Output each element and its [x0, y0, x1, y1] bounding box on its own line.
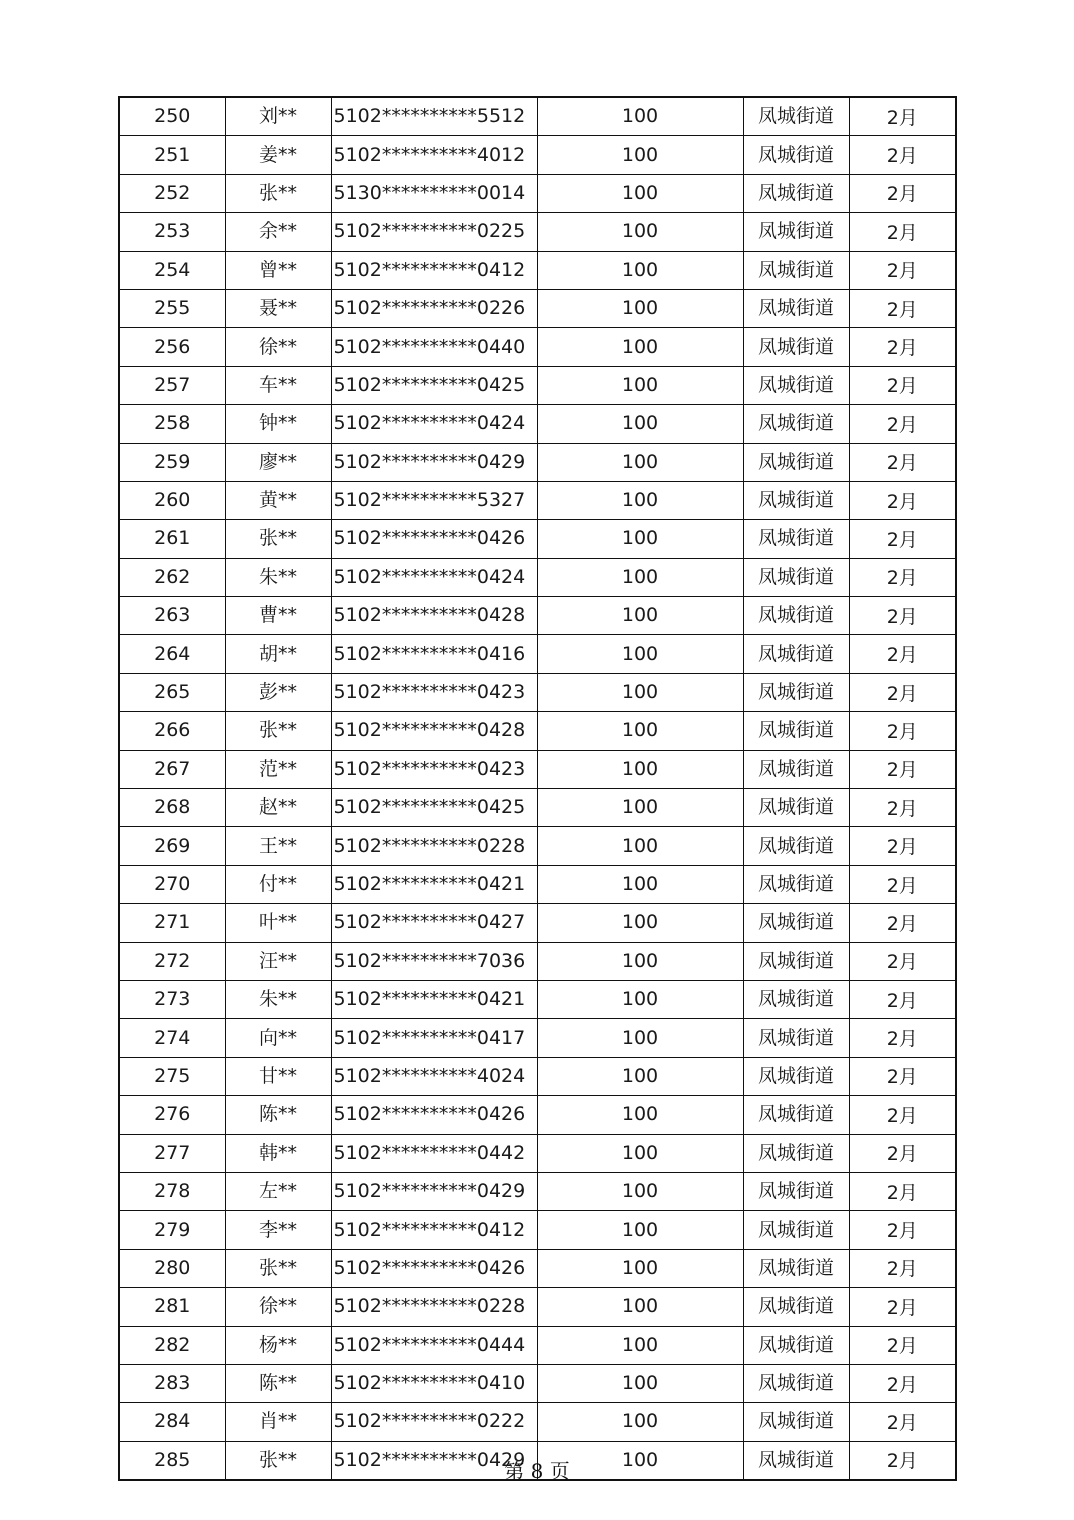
table-row	[119, 1172, 956, 1210]
area-cell: 凤城街道	[743, 1326, 849, 1364]
amount-cell: 100	[537, 1288, 743, 1326]
amount-cell: 100	[537, 251, 743, 289]
area-cell: 凤城街道	[743, 865, 849, 903]
row-number-cell: 252	[119, 174, 225, 212]
amount-cell: 100	[537, 865, 743, 903]
area-cell: 凤城街道	[743, 558, 849, 596]
month-cell: 2月	[849, 1403, 956, 1441]
row-number-cell: 271	[119, 904, 225, 942]
row-number-cell: 254	[119, 251, 225, 289]
area-cell: 凤城街道	[743, 1057, 849, 1095]
id-number-cell: 5102**********0444	[331, 1326, 537, 1364]
id-number-cell: 5102**********0410	[331, 1364, 537, 1402]
table-row	[119, 251, 956, 289]
table-row	[119, 1288, 956, 1326]
month-cell: 2月	[849, 942, 956, 980]
row-number-cell: 265	[119, 673, 225, 711]
name-cell: 李**	[225, 1211, 331, 1249]
id-number-cell: 5102**********0429	[331, 1441, 537, 1480]
area-cell: 凤城街道	[743, 827, 849, 865]
amount-cell: 100	[537, 520, 743, 558]
amount-cell: 100	[537, 289, 743, 327]
table-row	[119, 942, 956, 980]
amount-cell: 100	[537, 712, 743, 750]
area-cell: 凤城街道	[743, 97, 849, 136]
month-cell: 2月	[849, 1211, 956, 1249]
id-number-cell: 5102**********0226	[331, 289, 537, 327]
name-cell: 廖**	[225, 443, 331, 481]
area-cell: 凤城街道	[743, 1249, 849, 1287]
amount-cell: 100	[537, 366, 743, 404]
row-number-cell: 282	[119, 1326, 225, 1364]
name-cell: 甘**	[225, 1057, 331, 1095]
id-number-cell: 5102**********5327	[331, 481, 537, 519]
row-number-cell: 253	[119, 213, 225, 251]
month-cell: 2月	[849, 635, 956, 673]
id-number-cell: 5102**********0425	[331, 366, 537, 404]
row-number-cell: 262	[119, 558, 225, 596]
row-number-cell: 279	[119, 1211, 225, 1249]
name-cell: 徐**	[225, 1288, 331, 1326]
table-row	[119, 213, 956, 251]
area-cell: 凤城街道	[743, 1096, 849, 1134]
name-cell: 张**	[225, 520, 331, 558]
table-row	[119, 1326, 956, 1364]
table-row	[119, 405, 956, 443]
month-cell: 2月	[849, 597, 956, 635]
month-cell: 2月	[849, 366, 956, 404]
id-number-cell: 5102**********0426	[331, 1249, 537, 1287]
month-cell: 2月	[849, 673, 956, 711]
month-cell: 2月	[849, 136, 956, 174]
page-number: 第 8 页	[504, 1459, 570, 1483]
month-cell: 2月	[849, 712, 956, 750]
name-cell: 朱**	[225, 558, 331, 596]
area-cell: 凤城街道	[743, 366, 849, 404]
amount-cell: 100	[537, 443, 743, 481]
table-body	[119, 97, 956, 1480]
id-number-cell: 5102**********0428	[331, 597, 537, 635]
id-number-cell: 5102**********0426	[331, 1096, 537, 1134]
month-cell: 2月	[849, 1172, 956, 1210]
area-cell: 凤城街道	[743, 1364, 849, 1402]
month-cell: 2月	[849, 1134, 956, 1172]
amount-cell: 100	[537, 213, 743, 251]
table-row	[119, 1057, 956, 1095]
row-number-cell: 276	[119, 1096, 225, 1134]
month-cell: 2月	[849, 789, 956, 827]
id-number-cell: 5102**********0429	[331, 443, 537, 481]
month-cell: 2月	[849, 328, 956, 366]
id-number-cell: 5102**********7036	[331, 942, 537, 980]
month-cell: 2月	[849, 1057, 956, 1095]
table-row	[119, 1019, 956, 1057]
name-cell: 韩**	[225, 1134, 331, 1172]
amount-cell: 100	[537, 1441, 743, 1480]
amount-cell: 100	[537, 1019, 743, 1057]
amount-cell: 100	[537, 750, 743, 788]
name-cell: 姜**	[225, 136, 331, 174]
table-row	[119, 750, 956, 788]
month-cell: 2月	[849, 558, 956, 596]
row-number-cell: 277	[119, 1134, 225, 1172]
area-cell: 凤城街道	[743, 481, 849, 519]
row-number-cell: 278	[119, 1172, 225, 1210]
month-cell: 2月	[849, 1364, 956, 1402]
row-number-cell: 251	[119, 136, 225, 174]
id-number-cell: 5102**********0429	[331, 1172, 537, 1210]
table-row	[119, 174, 956, 212]
amount-cell: 100	[537, 904, 743, 942]
row-number-cell: 267	[119, 750, 225, 788]
area-cell: 凤城街道	[743, 405, 849, 443]
id-number-cell: 5102**********0225	[331, 213, 537, 251]
name-cell: 王**	[225, 827, 331, 865]
amount-cell: 100	[537, 827, 743, 865]
recipient-table	[118, 96, 957, 1481]
amount-cell: 100	[537, 174, 743, 212]
table-row	[119, 980, 956, 1018]
row-number-cell: 281	[119, 1288, 225, 1326]
id-number-cell: 5102**********0412	[331, 251, 537, 289]
id-number-cell: 5102**********4012	[331, 136, 537, 174]
name-cell: 徐**	[225, 328, 331, 366]
name-cell: 胡**	[225, 635, 331, 673]
area-cell: 凤城街道	[743, 213, 849, 251]
area-cell: 凤城街道	[743, 328, 849, 366]
month-cell: 2月	[849, 980, 956, 1018]
area-cell: 凤城街道	[743, 980, 849, 1018]
amount-cell: 100	[537, 558, 743, 596]
row-number-cell: 263	[119, 597, 225, 635]
area-cell: 凤城街道	[743, 289, 849, 327]
name-cell: 钟**	[225, 405, 331, 443]
id-number-cell: 5102**********0423	[331, 750, 537, 788]
id-number-cell: 5102**********0222	[331, 1403, 537, 1441]
table-row	[119, 520, 956, 558]
month-cell: 2月	[849, 1441, 956, 1480]
area-cell: 凤城街道	[743, 597, 849, 635]
month-cell: 2月	[849, 481, 956, 519]
id-number-cell: 5102**********5512	[331, 97, 537, 136]
id-number-cell: 5102**********0421	[331, 980, 537, 1018]
name-cell: 左**	[225, 1172, 331, 1210]
month-cell: 2月	[849, 174, 956, 212]
amount-cell: 100	[537, 1057, 743, 1095]
name-cell: 张**	[225, 174, 331, 212]
area-cell: 凤城街道	[743, 1403, 849, 1441]
table-row	[119, 1134, 956, 1172]
month-cell: 2月	[849, 1096, 956, 1134]
name-cell: 叶**	[225, 904, 331, 942]
month-cell: 2月	[849, 1249, 956, 1287]
month-cell: 2月	[849, 865, 956, 903]
amount-cell: 100	[537, 1403, 743, 1441]
row-number-cell: 273	[119, 980, 225, 1018]
id-number-cell: 5102**********0228	[331, 827, 537, 865]
name-cell: 杨**	[225, 1326, 331, 1364]
row-number-cell: 250	[119, 97, 225, 136]
name-cell: 曹**	[225, 597, 331, 635]
table-row	[119, 558, 956, 596]
name-cell: 向**	[225, 1019, 331, 1057]
id-number-cell: 5102**********0421	[331, 865, 537, 903]
month-cell: 2月	[849, 289, 956, 327]
row-number-cell: 268	[119, 789, 225, 827]
row-number-cell: 284	[119, 1403, 225, 1441]
id-number-cell: 5102**********0416	[331, 635, 537, 673]
name-cell: 汪**	[225, 942, 331, 980]
id-number-cell: 5102**********4024	[331, 1057, 537, 1095]
name-cell: 曾**	[225, 251, 331, 289]
name-cell: 聂**	[225, 289, 331, 327]
area-cell: 凤城街道	[743, 443, 849, 481]
area-cell: 凤城街道	[743, 174, 849, 212]
area-cell: 凤城街道	[743, 942, 849, 980]
area-cell: 凤城街道	[743, 750, 849, 788]
month-cell: 2月	[849, 750, 956, 788]
month-cell: 2月	[849, 1326, 956, 1364]
table-row	[119, 789, 956, 827]
id-number-cell: 5102**********0228	[331, 1288, 537, 1326]
area-cell: 凤城街道	[743, 1019, 849, 1057]
month-cell: 2月	[849, 520, 956, 558]
amount-cell: 100	[537, 405, 743, 443]
table-row	[119, 1211, 956, 1249]
amount-cell: 100	[537, 1172, 743, 1210]
name-cell: 肖**	[225, 1403, 331, 1441]
table-row	[119, 1096, 956, 1134]
amount-cell: 100	[537, 1249, 743, 1287]
row-number-cell: 255	[119, 289, 225, 327]
area-cell: 凤城街道	[743, 635, 849, 673]
id-number-cell: 5102**********0440	[331, 328, 537, 366]
area-cell: 凤城街道	[743, 1211, 849, 1249]
area-cell: 凤城街道	[743, 520, 849, 558]
table-row	[119, 597, 956, 635]
table-row	[119, 136, 956, 174]
amount-cell: 100	[537, 942, 743, 980]
row-number-cell: 280	[119, 1249, 225, 1287]
area-cell: 凤城街道	[743, 1441, 849, 1480]
amount-cell: 100	[537, 328, 743, 366]
area-cell: 凤城街道	[743, 673, 849, 711]
name-cell: 车**	[225, 366, 331, 404]
amount-cell: 100	[537, 136, 743, 174]
row-number-cell: 258	[119, 405, 225, 443]
row-number-cell: 256	[119, 328, 225, 366]
month-cell: 2月	[849, 904, 956, 942]
table-row	[119, 1403, 956, 1441]
amount-cell: 100	[537, 673, 743, 711]
amount-cell: 100	[537, 1211, 743, 1249]
amount-cell: 100	[537, 481, 743, 519]
table-row	[119, 366, 956, 404]
id-number-cell: 5102**********0442	[331, 1134, 537, 1172]
row-number-cell: 283	[119, 1364, 225, 1402]
table-row	[119, 673, 956, 711]
area-cell: 凤城街道	[743, 251, 849, 289]
amount-cell: 100	[537, 635, 743, 673]
name-cell: 陈**	[225, 1096, 331, 1134]
name-cell: 张**	[225, 1249, 331, 1287]
row-number-cell: 269	[119, 827, 225, 865]
row-number-cell: 260	[119, 481, 225, 519]
row-number-cell: 264	[119, 635, 225, 673]
table-row	[119, 443, 956, 481]
row-number-cell: 257	[119, 366, 225, 404]
name-cell: 黄**	[225, 481, 331, 519]
name-cell: 彭**	[225, 673, 331, 711]
amount-cell: 100	[537, 789, 743, 827]
id-number-cell: 5102**********0424	[331, 405, 537, 443]
table-row	[119, 712, 956, 750]
table-row	[119, 904, 956, 942]
row-number-cell: 285	[119, 1441, 225, 1480]
area-cell: 凤城街道	[743, 712, 849, 750]
area-cell: 凤城街道	[743, 789, 849, 827]
amount-cell: 100	[537, 97, 743, 136]
name-cell: 陈**	[225, 1364, 331, 1402]
row-number-cell: 270	[119, 865, 225, 903]
name-cell: 张**	[225, 1441, 331, 1480]
table-row	[119, 97, 956, 136]
id-number-cell: 5102**********0423	[331, 673, 537, 711]
area-cell: 凤城街道	[743, 1172, 849, 1210]
name-cell: 余**	[225, 213, 331, 251]
id-number-cell: 5102**********0424	[331, 558, 537, 596]
table-row	[119, 635, 956, 673]
name-cell: 付**	[225, 865, 331, 903]
amount-cell: 100	[537, 1134, 743, 1172]
table-row	[119, 1249, 956, 1287]
area-cell: 凤城街道	[743, 1134, 849, 1172]
table-row	[119, 328, 956, 366]
month-cell: 2月	[849, 405, 956, 443]
amount-cell: 100	[537, 1096, 743, 1134]
table-row	[119, 827, 956, 865]
id-number-cell: 5102**********0428	[331, 712, 537, 750]
id-number-cell: 5102**********0417	[331, 1019, 537, 1057]
amount-cell: 100	[537, 1326, 743, 1364]
amount-cell: 100	[537, 597, 743, 635]
table-row	[119, 481, 956, 519]
id-number-cell: 5102**********0427	[331, 904, 537, 942]
month-cell: 2月	[849, 827, 956, 865]
month-cell: 2月	[849, 443, 956, 481]
amount-cell: 100	[537, 980, 743, 1018]
table-row	[119, 1364, 956, 1402]
month-cell: 2月	[849, 1019, 956, 1057]
month-cell: 2月	[849, 1288, 956, 1326]
row-number-cell: 272	[119, 942, 225, 980]
name-cell: 张**	[225, 712, 331, 750]
id-number-cell: 5102**********0412	[331, 1211, 537, 1249]
table-row	[119, 289, 956, 327]
table-row	[119, 865, 956, 903]
name-cell: 范**	[225, 750, 331, 788]
row-number-cell: 275	[119, 1057, 225, 1095]
id-number-cell: 5102**********0425	[331, 789, 537, 827]
month-cell: 2月	[849, 97, 956, 136]
amount-cell: 100	[537, 1364, 743, 1402]
row-number-cell: 259	[119, 443, 225, 481]
month-cell: 2月	[849, 251, 956, 289]
area-cell: 凤城街道	[743, 904, 849, 942]
area-cell: 凤城街道	[743, 1288, 849, 1326]
area-cell: 凤城街道	[743, 136, 849, 174]
row-number-cell: 266	[119, 712, 225, 750]
row-number-cell: 261	[119, 520, 225, 558]
row-number-cell: 274	[119, 1019, 225, 1057]
name-cell: 刘**	[225, 97, 331, 136]
id-number-cell: 5130**********0014	[331, 174, 537, 212]
month-cell: 2月	[849, 213, 956, 251]
id-number-cell: 5102**********0426	[331, 520, 537, 558]
name-cell: 赵**	[225, 789, 331, 827]
name-cell: 朱**	[225, 980, 331, 1018]
